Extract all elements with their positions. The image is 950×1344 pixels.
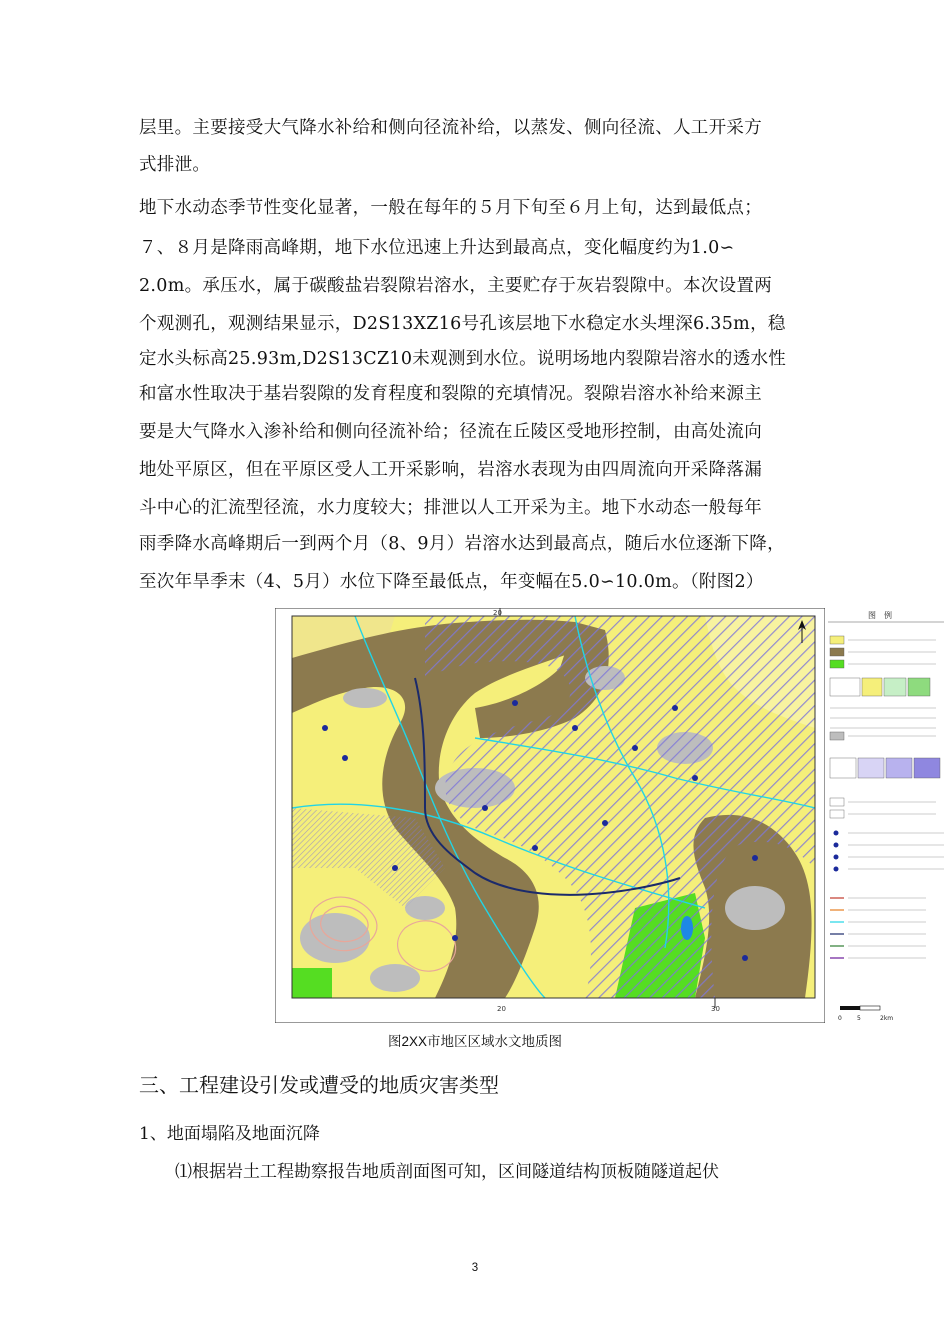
paragraph-line: 斗中心的汇流型径流，水力度较大；排泄以人工开采为主。地下水动态一般每年 xyxy=(139,498,762,518)
paragraph-line: 个观测孔，观测结果显示，D2S13XZ16号孔该层地下水稳定水头埋深6.35m，稳 xyxy=(139,314,786,334)
page-number: 3 xyxy=(471,1262,479,1274)
hydrogeology-map-figure xyxy=(275,608,825,1023)
paragraph-line: 层里。主要接受大气降水补给和侧向径流补给，以蒸发、侧向径流、人工开采方 xyxy=(139,118,762,138)
paragraph-line: 至次年旱季末（4、5月）水位下降至最低点，年变幅在5.0∽10.0m。（附图2） xyxy=(139,572,764,592)
grid-label-top: 20 xyxy=(493,609,502,617)
section-subheading: 1、地面塌陷及地面沉降 xyxy=(139,1124,320,1144)
grid-label-bottom-left: 20 xyxy=(497,1005,506,1013)
grid-label-bottom-right: 30 xyxy=(711,1005,720,1013)
scale-label-0: 0 xyxy=(838,1015,842,1022)
legend-panel xyxy=(826,608,948,1023)
legend-title: 图 例 xyxy=(868,611,892,620)
figure-caption: 图2XX市地区区域水文地质图 xyxy=(387,1034,563,1049)
paragraph-line: 雨季降水高峰期后一到两个月（8、9月）岩溶水达到最高点，随后水位逐渐下降， xyxy=(139,534,785,554)
section-item: ⑴根据岩土工程勘察报告地质剖面图可知，区间隧道结构顶板随隧道起伏 xyxy=(175,1162,719,1182)
paragraph-line: 地下水动态季节性变化显著，一般在每年的５月下旬至６月上旬，达到最低点； xyxy=(139,198,762,218)
paragraph-line: 式排泄。 xyxy=(139,155,211,175)
map-area xyxy=(292,616,815,998)
paragraph-line: ７、８月是降雨高峰期，地下水位迅速上升达到最高点，变化幅度约为1.0∽ xyxy=(139,238,735,258)
paragraph-line: 定水头标高25.93m,D2S13CZ10未观测到水位。说明场地内裂隙岩溶水的透水性 xyxy=(139,349,787,369)
hydrogeology-map xyxy=(275,608,825,1023)
section-heading: 三、工程建设引发或遭受的地质灾害类型 xyxy=(139,1073,499,1097)
legend-graphic xyxy=(826,608,948,1023)
paragraph-line: 2.0m。承压水，属于碳酸盐岩裂隙岩溶水，主要贮存于灰岩裂隙中。本次设置两 xyxy=(139,276,773,296)
scale-label-1: 5 xyxy=(857,1015,861,1022)
paragraph-line: 和富水性取决于基岩裂隙的发育程度和裂隙的充填情况。裂隙岩溶水补给来源主 xyxy=(139,384,762,404)
paragraph-line: 地处平原区，但在平原区受人工开采影响，岩溶水表现为由四周流向开采降落漏 xyxy=(139,460,762,480)
scale-label-2: 2km xyxy=(880,1015,894,1022)
paragraph-line: 要是大气降水入渗补给和侧向径流补给；径流在丘陵区受地形控制，由高处流向 xyxy=(139,422,762,442)
